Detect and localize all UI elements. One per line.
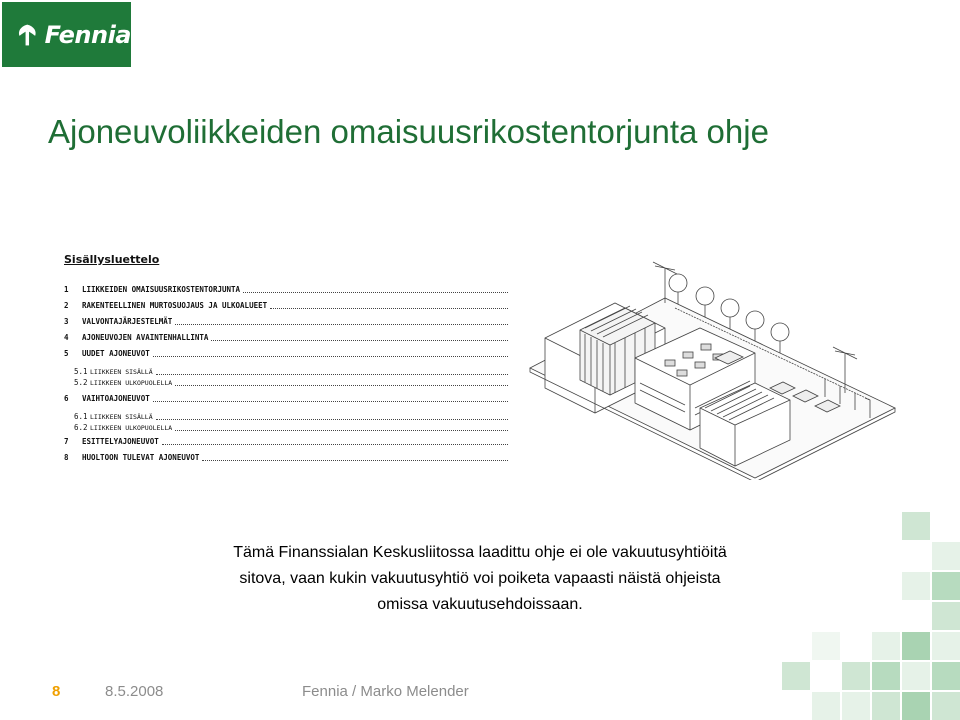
toc-leader-dots — [243, 291, 508, 293]
decor-square — [932, 572, 960, 600]
toc-item-number: 2 — [64, 301, 69, 310]
toc-item — [60, 393, 508, 405]
decor-square — [932, 632, 960, 660]
decor-square — [872, 692, 900, 720]
toc-item — [60, 436, 508, 448]
toc-item — [60, 348, 508, 360]
fennia-logo — [2, 2, 131, 67]
dealership-building-illustration — [525, 258, 900, 480]
decor-square — [902, 512, 930, 540]
fennia-leaf-icon — [16, 21, 39, 49]
toc-item-number: 6.1 — [74, 412, 88, 421]
toc-item-label: UUDET AJONEUVOT — [82, 349, 150, 358]
toc-item-label: LIIKKEEN ULKOPUOLELLA — [90, 379, 173, 387]
page-number: 8 — [52, 683, 61, 700]
decor-square — [932, 692, 960, 720]
toc-item-number: 4 — [64, 333, 69, 342]
footer-author: Fennia / Marko Melender — [302, 683, 469, 700]
slide-title: Ajoneuvoliikkeiden omaisuusrikostentorjunta ohje — [48, 113, 769, 150]
decor-square — [782, 662, 810, 690]
toc-subitem — [60, 377, 508, 389]
decor-square — [812, 632, 840, 660]
toc-item-number: 6.2 — [74, 423, 88, 432]
toc-leader-dots — [175, 384, 508, 386]
toc-item — [60, 300, 508, 312]
toc-item-label: AJONEUVOJEN AVAINTENHALLINTA — [82, 333, 209, 342]
toc-item-label: LIIKKEEN ULKOPUOLELLA — [90, 424, 173, 432]
toc-excerpt — [60, 250, 510, 470]
toc-item-number: 8 — [64, 453, 69, 462]
toc-leader-dots — [156, 418, 508, 420]
disclaimer-line-2: sitova, vaan kukin vakuutusyhtiö voi poiketa vapaasti näistä ohjeista — [239, 570, 721, 587]
toc-item-number: 5.2 — [74, 378, 88, 387]
toc-item-number: 6 — [64, 394, 69, 403]
disclaimer-line-1: Tämä Finanssialan Keskusliitossa laadittu ohje ei ole vakuutusyhtiöitä — [233, 544, 727, 561]
toc-item — [60, 284, 508, 296]
toc-item-label: VALVONTAJÄRJESTELMÄT — [82, 317, 173, 326]
toc-item-number: 5.1 — [74, 367, 88, 376]
toc-subitem — [60, 422, 508, 434]
toc-item-number: 3 — [64, 317, 69, 326]
toc-item-label: LIIKKEEN SISÄLLÄ — [90, 368, 153, 376]
decor-square — [932, 602, 960, 630]
toc-leader-dots — [175, 323, 508, 325]
decor-square — [902, 662, 930, 690]
toc-item-label: VAIHTOAJONEUVOT — [82, 394, 150, 403]
decor-square — [902, 572, 930, 600]
toc-item-number: 5 — [64, 349, 69, 358]
toc-item-label: RAKENTEELLINEN MURTOSUOJAUS JA ULKOALUEET — [82, 301, 268, 310]
toc-item-number: 1 — [64, 285, 69, 294]
footer-date: 8.5.2008 — [105, 683, 164, 700]
decor-square — [872, 632, 900, 660]
decor-square — [842, 692, 870, 720]
toc-item-label: LIIKKEIDEN OMAISUUSRIKOSTENTORJUNTA — [82, 285, 241, 294]
toc-leader-dots — [153, 355, 508, 357]
toc-heading: Sisällysluettelo — [64, 253, 160, 266]
disclaimer-line-3: omissa vakuutusehdoissaan. — [377, 596, 583, 613]
decor-square — [932, 662, 960, 690]
decor-square — [812, 692, 840, 720]
toc-leader-dots — [175, 429, 508, 431]
decor-square — [872, 662, 900, 690]
toc-item — [60, 316, 508, 328]
toc-item — [60, 332, 508, 344]
decor-square — [932, 542, 960, 570]
toc-item-label: ESITTELYAJONEUVOT — [82, 437, 159, 446]
toc-leader-dots — [162, 443, 508, 445]
decor-square — [842, 662, 870, 690]
toc-item-label: LIIKKEEN SISÄLLÄ — [90, 413, 153, 421]
decor-square — [902, 632, 930, 660]
toc-leader-dots — [153, 400, 508, 402]
logo-wordmark: Fennia — [44, 20, 131, 49]
toc-leader-dots — [156, 373, 508, 375]
toc-item-number: 7 — [64, 437, 69, 446]
toc-leader-dots — [270, 307, 508, 309]
disclaimer-text — [120, 540, 840, 618]
toc-item — [60, 452, 508, 464]
toc-item-label: HUOLTOON TULEVAT AJONEUVOT — [82, 453, 200, 462]
toc-leader-dots — [202, 459, 508, 461]
decor-square — [902, 692, 930, 720]
toc-leader-dots — [211, 339, 508, 341]
